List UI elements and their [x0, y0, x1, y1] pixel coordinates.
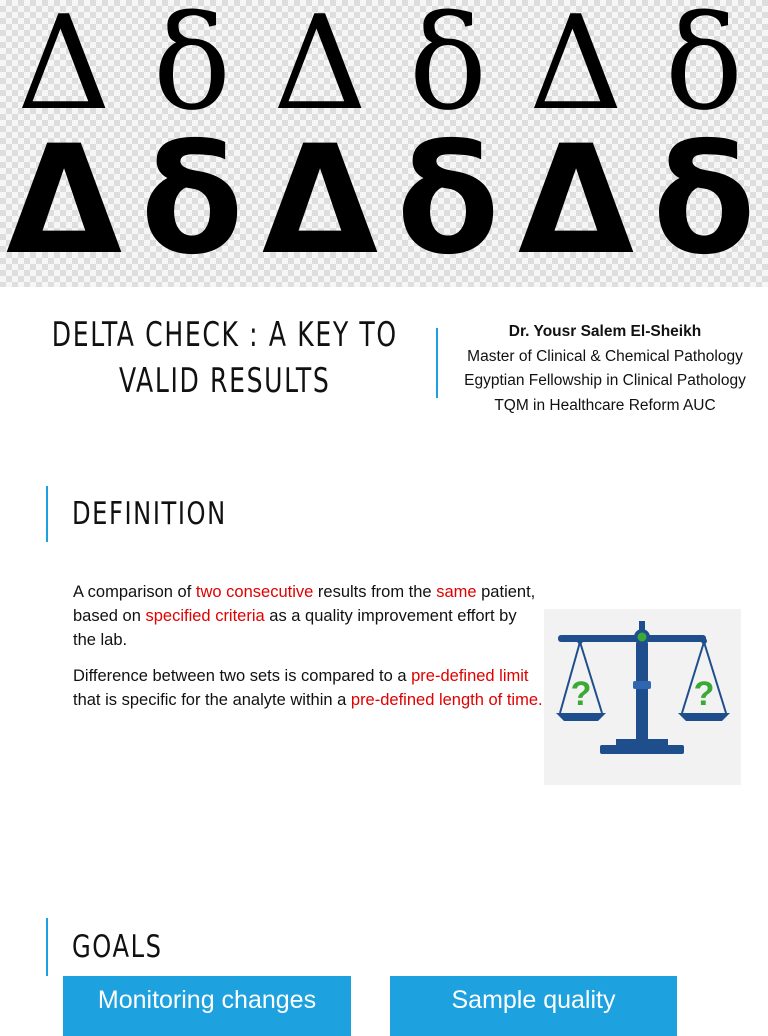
glyph: δ	[152, 0, 232, 139]
section-heading-goals: GOALS	[72, 929, 163, 965]
balance-scale-image	[544, 609, 741, 785]
delta-banner-image	[0, 0, 768, 287]
section-accent-bar	[46, 918, 48, 976]
glyph: δ	[664, 0, 744, 139]
glyph: δ	[140, 114, 244, 287]
glyph: δ	[396, 114, 500, 287]
author-credential: Egyptian Fellowship in Clinical Pathology	[464, 372, 746, 389]
question-mark-left: ?	[570, 675, 592, 713]
title-divider	[436, 328, 438, 398]
slide-title	[30, 312, 420, 404]
author-credential: TQM in Healthcare Reform AUC	[494, 396, 716, 414]
glyph: Δ	[17, 0, 111, 139]
question-mark-right: ?	[693, 675, 715, 713]
glyph: Δ	[5, 114, 123, 287]
glyph: Δ	[517, 114, 635, 287]
author-block	[442, 320, 768, 418]
author-credential: Master of Clinical & Chemical Pathology	[467, 347, 743, 365]
glyph: Δ	[273, 0, 367, 139]
definition-paragraph-2: Difference between two sets is compared to a pre-defined limit that is specific for the analyte within a pre-defined length of time.	[73, 667, 543, 709]
slide-title-line-2: VALID RESULTS	[119, 361, 331, 401]
definition-paragraph-1: A comparison of two consecutive results from the same patient, based on specified criteria as a quality improvement effort by the lab.	[73, 583, 536, 649]
section-heading-definition: DEFINITION	[72, 496, 227, 532]
goal-box-sample-quality	[390, 976, 677, 1036]
slide-title-line-1: DELTA CHECK : A KEY TO	[51, 315, 398, 355]
author-name: Dr. Yousr Salem El-Sheikh	[508, 323, 702, 340]
goal-label: Monitoring changes	[97, 986, 317, 1014]
section-accent-bar	[46, 486, 48, 542]
glyph: δ	[408, 0, 488, 139]
definition-text	[73, 580, 543, 724]
goal-box-monitoring	[63, 976, 351, 1036]
glyph-row-2	[0, 114, 768, 287]
glyph: Δ	[261, 114, 379, 287]
goal-label: Sample quality	[451, 986, 616, 1014]
balance-scale-question-icon	[544, 609, 741, 785]
glyph: Δ	[529, 0, 623, 139]
glyph: δ	[652, 114, 756, 287]
